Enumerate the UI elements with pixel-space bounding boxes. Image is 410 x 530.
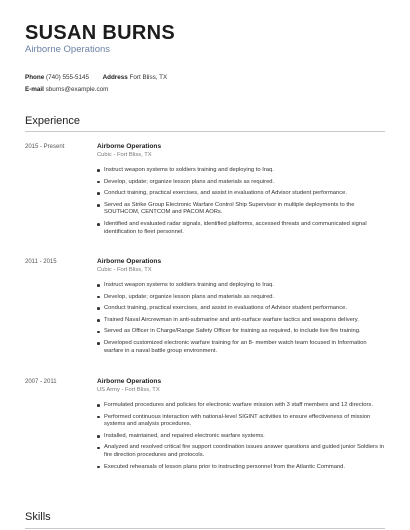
email-label: E-mail	[25, 86, 44, 93]
entry-dates: 2007 - 2011	[25, 379, 57, 385]
bullet-dot-icon	[97, 416, 100, 419]
address-value: Fort Bliss, TX	[129, 74, 168, 81]
bullet-item: Formulated procedures and policies for electronic warfare mission with 3 staff members and 12 directors.	[97, 402, 387, 410]
skills-heading: Skills	[25, 511, 51, 523]
bullet-item: Instruct weapon systems to soldiers training and deploying to Iraq.	[97, 167, 387, 175]
bullet-item: Analyzed and resolved critical fire support coordination issues answer questions and guided junior Soldiers in fire direction procedures and protocols.	[97, 444, 387, 459]
bullet-item: Installed, maintained, and repaired electronic warfare systems.	[97, 433, 387, 441]
bullet-dot-icon	[97, 319, 100, 322]
bullet-dot-icon	[97, 307, 100, 310]
phone-label: Phone	[25, 74, 45, 81]
bullet-dot-icon	[97, 447, 100, 450]
bullet-item: Developed customized electronic warfare training for an 8- member watch team focused in Information warfare in a naval battle group environment.	[97, 340, 387, 355]
contact-line-2	[25, 86, 108, 94]
bullet-item: Develop, update; organize lesson plans and materials as required.	[97, 179, 387, 187]
entry-dates: 2015 - Present	[25, 144, 65, 150]
bullet-item: Trained Naval Aircrewman in anti-submarine and anti-surface warfare tactics and weapons delivery.	[97, 317, 387, 325]
bullet-dot-icon	[97, 169, 100, 172]
bullet-item: Instruct weapon systems to soldiers training and deploying to Iraq.	[97, 282, 387, 290]
bullet-dot-icon	[97, 296, 100, 299]
experience-divider	[25, 131, 385, 132]
experience-heading: Experience	[25, 115, 81, 127]
bullet-dot-icon	[97, 204, 100, 207]
candidate-title: Airborne Operations	[25, 44, 111, 55]
bullet-item: Served as Officer in Charge/Range Safety Officer for training as required, to include live fire training.	[97, 328, 387, 336]
address-label: Address	[102, 74, 128, 81]
bullet-dot-icon	[97, 181, 100, 184]
bullet-item: Performed continuous interaction with national-level SIGINT activities to ensure effectiveness of mission systems and analysis procedures.	[97, 414, 387, 429]
bullet-dot-icon	[97, 342, 100, 345]
bullet-dot-icon	[97, 466, 100, 469]
bullet-item: Served as Strike Group Electronic Warfare Control Ship Supervisor in multiple deployments to the SOUTHCOM, CENTCOM and PACOM AORs.	[97, 202, 387, 217]
bullet-item: Conduct training, practical exercises, and assist in evaluations of Advisor student performance.	[97, 190, 387, 198]
entry-bullet-list	[97, 282, 387, 359]
candidate-name: SUSAN BURNS	[25, 22, 175, 44]
entry-organization: Cubic - Fort Bliss, TX	[97, 152, 152, 158]
entry-role: Airborne Operations	[97, 378, 162, 385]
contact-line-1	[25, 74, 167, 82]
bullet-item: Develop, update; organize lesson plans and materials as required.	[97, 294, 387, 302]
bullet-item: Identified and evaluated radar signals, identified platforms, accessed threats and communicated signal identification to fleet personnel.	[97, 221, 387, 236]
entry-bullet-list	[97, 167, 387, 240]
phone-value: (740) 555-5145	[46, 74, 90, 81]
entry-bullet-list	[97, 402, 387, 475]
entry-role: Airborne Operations	[97, 258, 162, 265]
entry-role: Airborne Operations	[97, 143, 162, 150]
bullet-dot-icon	[97, 435, 100, 438]
bullet-item: Executed rehearsals of lesson plans prior to instructing personnel from the Atlantic Command.	[97, 464, 387, 472]
bullet-dot-icon	[97, 284, 100, 287]
bullet-dot-icon	[97, 331, 100, 334]
bullet-item: Conduct training, practical exercises, and assist in evaluations of Advisor student performance.	[97, 305, 387, 313]
entry-organization: US Army - Fort Bliss, TX	[97, 387, 160, 393]
email-value[interactable]: sburns@example.com	[45, 86, 109, 93]
bullet-dot-icon	[97, 404, 100, 407]
bullet-dot-icon	[97, 192, 100, 195]
skills-divider	[25, 528, 385, 529]
entry-dates: 2011 - 2015	[25, 259, 57, 265]
entry-organization: Cubic - Fort Bliss, TX	[97, 267, 152, 273]
bullet-dot-icon	[97, 223, 100, 226]
